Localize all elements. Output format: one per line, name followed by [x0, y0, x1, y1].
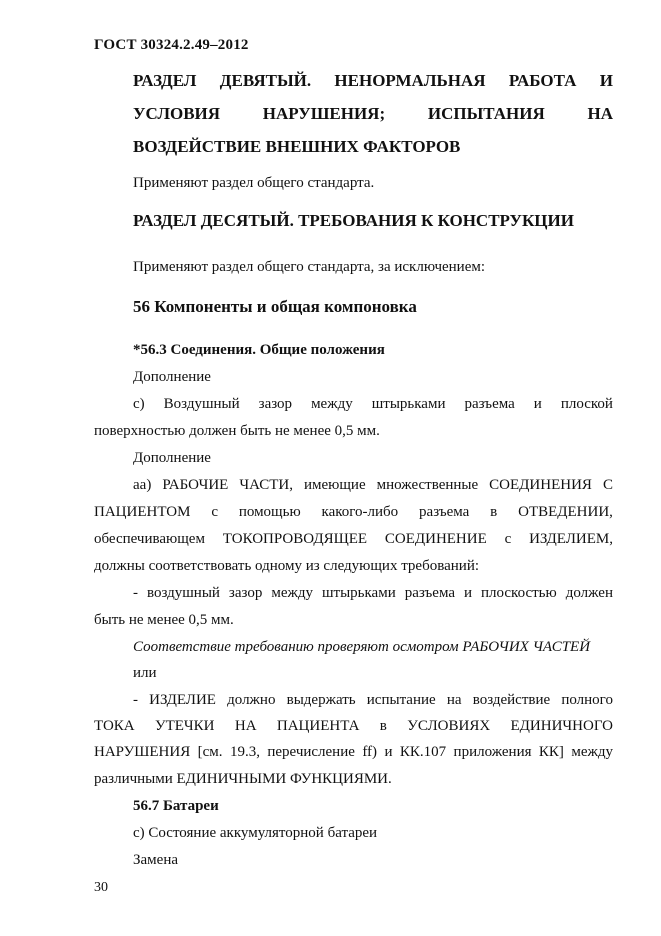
word: какого-либо	[321, 504, 399, 520]
word: между	[271, 585, 313, 601]
word: НА	[587, 104, 613, 123]
word: помощью	[238, 504, 301, 520]
word: воздушный	[146, 585, 220, 601]
word: НА	[234, 718, 257, 734]
word: с	[504, 531, 512, 547]
standard-header: ГОСТ 30324.2.49–2012	[94, 37, 249, 53]
apply-paragraph-2: Применяют раздел общего стандарта, за исключением:	[133, 259, 486, 275]
word: должен	[565, 585, 613, 601]
item-c-line-1	[133, 396, 613, 413]
word: ИЗДЕЛИЕМ,	[529, 531, 613, 547]
word: должно	[227, 692, 276, 708]
dash-item-2-line-4: различными ЕДИНИЧНЫМИ ФУНКЦИЯМИ.	[94, 771, 392, 787]
word: ЕДИНИЧНОГО	[510, 718, 613, 734]
word: множественные	[376, 477, 479, 493]
word: И	[599, 71, 613, 90]
word: ИСПЫТАНИЯ	[427, 104, 545, 123]
word: в	[490, 504, 498, 520]
word: ПАЦИЕНТОМ	[94, 504, 191, 520]
word: разъема	[404, 585, 456, 601]
word: выдержать	[286, 692, 356, 708]
word: С	[602, 477, 613, 493]
dash-item-1-line-1	[133, 585, 613, 602]
word: 19.3,	[229, 744, 260, 760]
word: перечисление	[267, 744, 355, 760]
clause-56-3-heading: *56.3 Соединения. Общие положения	[133, 342, 385, 358]
addition-label-1: Дополнение	[133, 369, 211, 385]
word: между	[311, 396, 353, 412]
or-label: или	[133, 665, 157, 681]
section-nine-line-2	[133, 97, 613, 130]
word: ТОКОПРОВОДЯЩЕЕ	[222, 531, 368, 547]
word: РАБОТА	[508, 71, 577, 90]
word: испытание	[366, 692, 436, 708]
word: с)	[133, 396, 145, 412]
dash-item-1-line-2: быть не менее 0,5 мм.	[94, 612, 234, 628]
word: СОЕДИНЕНИЯ	[489, 477, 592, 493]
clause-56-7-heading: 56.7 Батареи	[133, 798, 219, 814]
word: штырьками	[371, 396, 446, 412]
word: в	[379, 718, 387, 734]
section-ten-heading: РАЗДЕЛ ДЕСЯТЫЙ. ТРЕБОВАНИЯ К КОНСТРУКЦИИ	[133, 211, 574, 230]
battery-item-c: с) Состояние аккумуляторной батареи	[133, 825, 378, 841]
item-c-line-2: поверхностью должен быть не менее 0,5 мм.	[94, 423, 380, 439]
word: воздействие	[472, 692, 551, 708]
word: плоской	[560, 396, 613, 412]
item-aa-line-4: должны соответствовать одному из следующих требований:	[94, 558, 480, 574]
word: УСЛОВИЯХ	[407, 718, 491, 734]
word: КК.107	[399, 744, 447, 760]
word: [см.	[197, 744, 223, 760]
word: разъема	[419, 504, 470, 520]
word: разъема	[464, 396, 515, 412]
word: плоскостью	[481, 585, 557, 601]
word: -	[133, 692, 138, 708]
addition-label-2: Дополнение	[133, 450, 211, 466]
word: РАБОЧИЕ	[162, 477, 229, 493]
page-number: 30	[94, 880, 108, 895]
word: ff)	[362, 744, 378, 760]
word: штырьками	[321, 585, 396, 601]
word: зазор	[228, 585, 263, 601]
dash-item-2-line-2	[94, 718, 613, 735]
word: ПАЦИЕНТА	[276, 718, 360, 734]
word: НЕНОРМАЛЬНАЯ	[334, 71, 486, 90]
word: имеющие	[303, 477, 366, 493]
replacement-label: Замена	[133, 852, 179, 868]
word: на	[446, 692, 462, 708]
word: ДЕВЯТЫЙ.	[219, 71, 312, 90]
word: ИЗДЕЛИЕ	[149, 692, 216, 708]
word: НАРУШЕНИЯ;	[262, 104, 386, 123]
word: ТОКА	[94, 718, 135, 734]
item-aa-line-2	[94, 504, 613, 521]
word: полного	[561, 692, 613, 708]
word: СОЕДИНЕНИЕ	[384, 531, 487, 547]
compliance-note: Соответствие требованию проверяют осмотром РАБОЧИХ ЧАСТЕЙ	[133, 639, 591, 655]
word: УСЛОВИЯ	[133, 104, 221, 123]
word: с	[211, 504, 218, 520]
word: между	[571, 744, 613, 760]
word: обеспечивающем	[94, 531, 205, 547]
word: и	[384, 744, 393, 760]
word: ОТВЕДЕНИИ,	[518, 504, 613, 520]
word: аа)	[133, 477, 152, 493]
section-nine-line-3: ВОЗДЕЙСТВИЕ ВНЕШНИХ ФАКТОРОВ	[133, 137, 461, 156]
word: и	[464, 585, 473, 601]
item-aa-line-3	[94, 531, 613, 548]
word: -	[133, 585, 138, 601]
section-nine-line-1	[133, 64, 613, 97]
word: КК]	[538, 744, 564, 760]
word: РАЗДЕЛ	[133, 71, 197, 90]
dash-item-2-line-3	[94, 744, 613, 761]
dash-item-2-line-1	[133, 692, 613, 709]
word: ЧАСТИ,	[239, 477, 293, 493]
word: приложения	[453, 744, 532, 760]
item-aa-line-1	[133, 477, 613, 494]
apply-paragraph-1: Применяют раздел общего стандарта.	[133, 175, 375, 191]
word: зазор	[258, 396, 293, 412]
word: и	[533, 396, 542, 412]
clause-56-heading: 56 Компоненты и общая компоновка	[133, 297, 417, 316]
word: НАРУШЕНИЯ	[94, 744, 191, 760]
section-nine-heading	[133, 64, 613, 163]
word: Воздушный	[163, 396, 240, 412]
word: УТЕЧКИ	[154, 718, 215, 734]
